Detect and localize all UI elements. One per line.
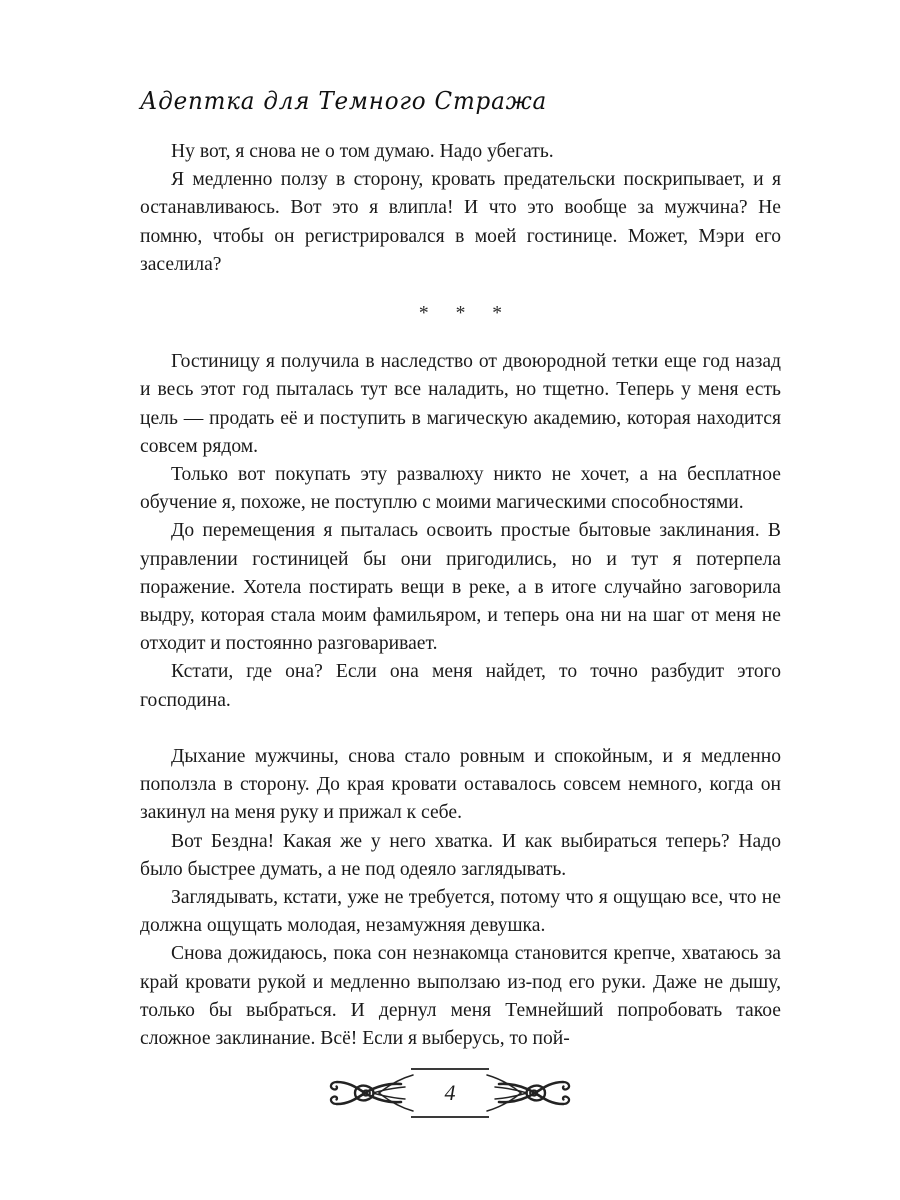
paragraph: Снова дожидаюсь, пока сон незнакомца становится крепче, хватаюсь за край кровати рукой и медленно выползаю из-под его руки. Даже не дышу, только бы выбраться. И дернул меня Темнейший попробовать такое сложное заклинание. Всё! Если я выберусь, то пой- bbox=[140, 943, 781, 1050]
paragraph: Вот Бездна! Какая же у него хватка. И как выбираться теперь? Надо было быстрее думать, а не под одеяло заглядывать. bbox=[140, 830, 781, 880]
scene-break: * * * bbox=[418, 303, 514, 325]
calligraphic-flourish-icon bbox=[327, 1066, 423, 1120]
page-number: 4 bbox=[444, 1080, 456, 1105]
paragraph: Ну вот, я снова не о том думаю. Надо убегать. bbox=[171, 141, 554, 162]
paragraph: Заглядывать, кстати, уже не требуется, потому что я ощущаю все, что не должна ощущать молодая, незамужняя девушка. bbox=[140, 887, 781, 937]
paragraph: Я медленно ползу в сторону, кровать предательски поскрипывает, и я останавливаюсь. Вот это я влипла! И что это вообще за мужчина? Не помню, чтобы он регистрировался в моей гостинице. Может, Мэри его заселила? bbox=[140, 169, 781, 275]
page-footer bbox=[0, 1066, 900, 1120]
calligraphic-flourish-icon bbox=[477, 1066, 573, 1120]
paragraph: Гостиницу я получила в наследство от двоюродной тетки еще год назад и весь этот год пыталась тут все наладить, но тщетно. Теперь у меня есть цель — продать её и поступить в магическую академию, которая находится совсем рядом. bbox=[140, 351, 781, 457]
paragraph: До перемещения я пыталась освоить простые бытовые заклинания. В управлении гостиницей бы они пригодились, но и тут я потерпела поражение. Хотела постирать вещи в реке, а в итоге случайно заговорила выдру, которая стала моим фамильяром, и теперь она ни на шаг от меня не отходит и постоянно разговаривает. bbox=[140, 520, 781, 655]
paragraph: Кстати, где она? Если она меня найдет, то точно разбудит этого господина. bbox=[140, 661, 781, 711]
running-header-title: Адептка для Темного Стража bbox=[140, 88, 548, 116]
body-text-column bbox=[140, 138, 781, 1053]
blank-line-spacer bbox=[140, 715, 781, 743]
folio-box bbox=[417, 1066, 483, 1120]
paragraph: Только вот покупать эту развалюху никто не хочет, а на бесплатное обучение я, похоже, не поступлю с моими магическими способностями. bbox=[140, 464, 781, 514]
paragraph: Дыхание мужчины, снова стало ровным и спокойным, и я медленно поползла в сторону. До края кровати оставалось совсем немного, когда он закинул на меня руку и прижал к себе. bbox=[140, 746, 781, 824]
